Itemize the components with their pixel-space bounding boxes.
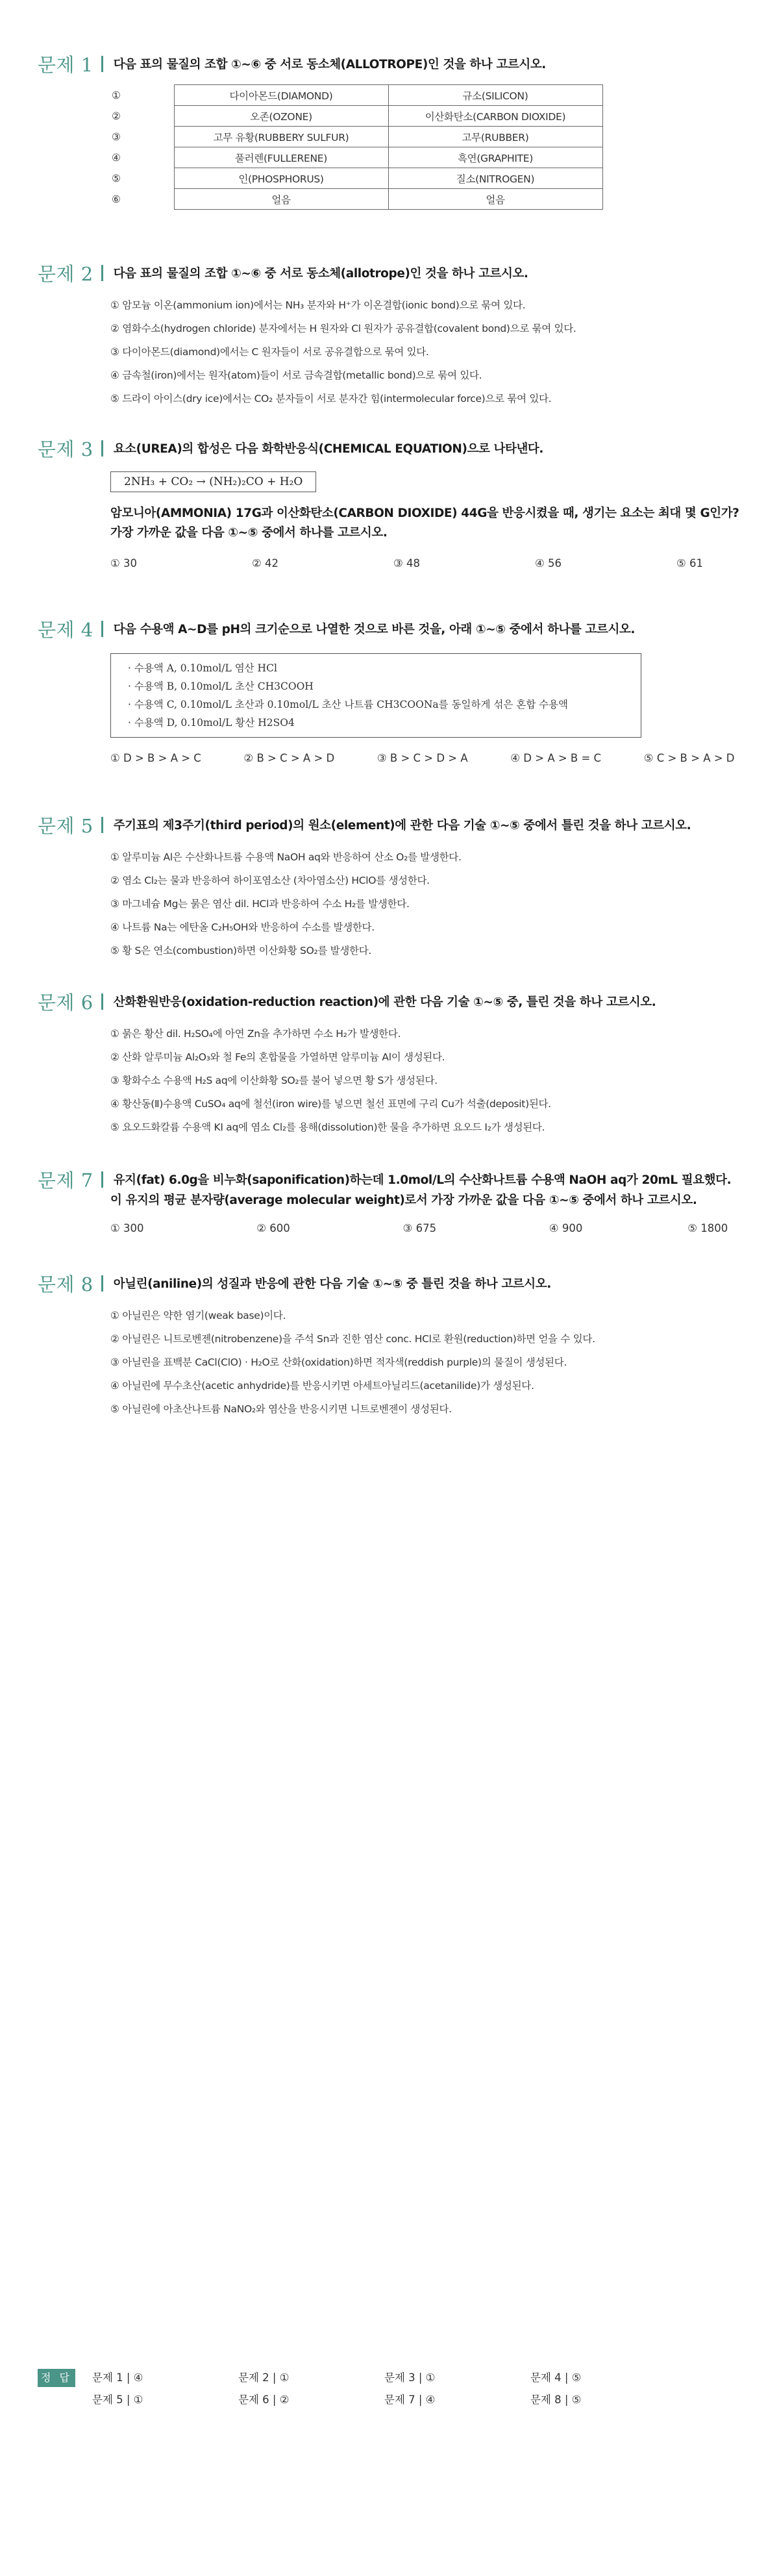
problem-header — [38, 260, 752, 286]
problem-4 — [38, 616, 752, 764]
statement-4[interactable]: ④ 금속철(iron)에서는 원자(atom)들이 서로 금속결합(metallic bond)으로 묶여 있다. — [110, 369, 482, 381]
statement-5[interactable]: ⑤ 요오드화칼륨 수용액 KI aq에 염소 Cl₂를 용해(dissolution)한 물을 추가하면 요오드 I₂가 생성된다. — [110, 1121, 545, 1133]
statement-3[interactable]: ③ 황화수소 수용액 H₂S aq에 이산화황 SO₂를 불어 넣으면 황 S가 생성된다. — [110, 1075, 438, 1086]
problem-number: 문제 8 — [38, 1273, 93, 1295]
problem-title: 아닐린(aniline)의 성질과 반응에 관한 다음 기술 ①~⑤ 중 틀린 것을 하나 고르시오. — [113, 1277, 551, 1291]
choice-index: ② — [112, 110, 121, 122]
divider-bar — [101, 1171, 103, 1188]
divider-bar — [101, 56, 103, 72]
answer-6: 문제 6 | ② — [238, 2394, 290, 2406]
question-line-1: 암모니아(AMMONIA) 17G과 이산화탄소(CARBON DIOXIDE) 44G을 반응시켰을 때, 생기는 요소는 최대 몇 G인가? — [110, 506, 739, 520]
problem-number: 문제 2 — [38, 262, 93, 285]
substance-b: 흑연(GRAPHITE) — [388, 147, 602, 168]
statement-5[interactable]: ⑤ 황 S은 연소(combustion)하면 이산화황 SO₂를 발생한다. — [110, 945, 371, 957]
substance-b: 질소(NITROGEN) — [388, 168, 602, 189]
problem-header — [38, 51, 752, 77]
table-row[interactable] — [110, 168, 602, 189]
substance-b: 규소(SILICON) — [388, 85, 602, 106]
substance-a: 다이아몬드(DIAMOND) — [174, 85, 388, 106]
table-row[interactable] — [110, 85, 602, 106]
answer-options — [110, 557, 752, 569]
solution-a: · 수용액 A, 0.10mol/L 염산 HCl — [128, 662, 277, 674]
problem-1 — [38, 51, 752, 210]
solution-c: · 수용액 C, 0.10mol/L 초산과 0.10mol/L 초산 나트륨 CH3COONa를 동일하게 섞은 혼합 수용액 — [128, 699, 569, 710]
problem-header — [38, 1270, 752, 1296]
divider-bar — [101, 817, 103, 833]
problem-5 — [38, 812, 752, 962]
option-4[interactable]: ④ D > A > B = C — [510, 752, 602, 764]
problem-number: 문제 3 — [38, 438, 93, 460]
option-3[interactable]: ③ 675 — [402, 1222, 437, 1234]
problem-title: 다음 표의 물질의 조합 ①~⑥ 중 서로 동소체(allotrope)인 것을 하나 고르시오. — [113, 267, 528, 281]
statement-2[interactable]: ② 아닐린은 니트로벤젠(nitrobenzene)을 주석 Sn과 진한 염산 conc. HCl로 환원(reduction)하면 얻을 수 있다. — [110, 1333, 595, 1345]
statement-5[interactable]: ⑤ 드라이 아이스(dry ice)에서는 CO₂ 분자들이 서로 분자간 힘(intermolecular force)으로 묶여 있다. — [110, 393, 552, 405]
option-5[interactable]: ⑤ 1800 — [687, 1222, 728, 1234]
answer-options — [110, 752, 752, 764]
statement-2[interactable]: ② 염소 Cl₂는 물과 반응하여 하이포염소산 (차아염소산) HClO를 생성한다. — [110, 875, 430, 886]
problem-8 — [38, 1270, 752, 1421]
option-5[interactable]: ⑤ C > B > A > D — [643, 752, 735, 764]
statement-4[interactable]: ④ 나트륨 Na는 에탄올 C₂H₅OH와 반응하여 수소를 발생한다. — [110, 921, 375, 933]
option-4[interactable]: ④ 900 — [549, 1222, 583, 1234]
answer-row — [92, 2391, 676, 2413]
divider-bar — [101, 994, 103, 1010]
choice-index: ⑤ — [112, 172, 121, 184]
answer-options — [110, 1222, 752, 1234]
statement-3[interactable]: ③ 다이아몬드(diamond)에서는 C 원자들이 서로 공유결합으로 묶여 있다. — [110, 346, 429, 358]
answer-3: 문제 3 | ① — [384, 2371, 436, 2384]
statement-3[interactable]: ③ 아닐린을 표백분 CaCl(ClO) · H₂O로 산화(oxidation)하면 적자색(reddish purple)의 물질이 생성된다. — [110, 1357, 567, 1368]
problem-header — [38, 616, 752, 642]
problem-header — [38, 1166, 752, 1192]
substance-table — [110, 84, 603, 210]
answer-5: 문제 5 | ① — [92, 2394, 143, 2406]
problem-header — [38, 812, 752, 838]
problem-7 — [38, 1166, 752, 1234]
problem-number: 문제 5 — [38, 814, 93, 837]
choice-index: ③ — [112, 131, 121, 143]
answer-2: 문제 2 | ① — [238, 2371, 290, 2384]
option-1[interactable]: ① 300 — [110, 1222, 144, 1234]
problem-title: 다음 표의 물질의 조합 ①~⑥ 중 서로 동소체(ALLOTROPE)인 것을 하나 고르시오. — [113, 58, 546, 71]
answer-grid — [92, 2369, 676, 2413]
option-3[interactable]: ③ B > C > D > A — [377, 752, 468, 764]
answer-7: 문제 7 | ④ — [384, 2394, 436, 2406]
option-2[interactable]: ② B > C > A > D — [243, 752, 335, 764]
answer-1: 문제 1 | ④ — [92, 2371, 143, 2384]
problem-3 — [38, 435, 752, 569]
option-3[interactable]: ③ 48 — [393, 557, 421, 569]
statement-2[interactable]: ② 염화수소(hydrogen chloride) 분자에서는 H 원자와 Cl 원자가 공유결합(covalent bond)으로 묶여 있다. — [110, 323, 576, 334]
substance-a: 고무 유황(RUBBERY SULFUR) — [174, 127, 388, 147]
table-row[interactable] — [110, 189, 602, 210]
problem-title: 유지(fat) 6.0g을 비누화(saponification)하는데 1.0mol/L의 수산화나트륨 수용액 NaOH aq가 20mL 필요했다. — [113, 1173, 732, 1187]
statement-1[interactable]: ① 암모늄 이온(ammonium ion)에서는 NH₃ 분자와 H⁺가 이온결합(ionic bond)으로 묶여 있다. — [110, 299, 526, 311]
problem-2 — [38, 260, 752, 410]
choice-index: ④ — [112, 151, 121, 164]
statement-4[interactable]: ④ 황산동(Ⅱ)수용액 CuSO₄ aq에 철선(iron wire)를 넣으면 철선 표면에 구리 Cu가 석출(deposit)된다. — [110, 1098, 551, 1110]
problem-number: 문제 7 — [38, 1169, 93, 1192]
table-row[interactable] — [110, 127, 602, 147]
divider-bar — [101, 621, 103, 637]
divider-bar — [101, 265, 103, 281]
substance-a: 풀러렌(FULLERENE) — [174, 147, 388, 168]
solution-d: · 수용액 D, 0.10mol/L 황산 H2SO4 — [128, 717, 295, 729]
statement-2[interactable]: ② 산화 알루미늄 Al₂O₃와 철 Fe의 혼합물을 가열하면 알루미늄 Al이 생성된다. — [110, 1051, 445, 1063]
choice-index: ① — [112, 89, 121, 101]
substance-b: 얼음 — [388, 189, 602, 210]
option-2[interactable]: ② 600 — [256, 1222, 290, 1234]
substance-b: 고무(RUBBER) — [388, 127, 602, 147]
divider-bar — [101, 440, 103, 456]
problem-number: 문제 4 — [38, 618, 93, 641]
substance-a: 인(PHOSPHORUS) — [174, 168, 388, 189]
answer-8: 문제 8 | ⑤ — [530, 2394, 582, 2406]
problem-number: 문제 1 — [38, 53, 93, 76]
problem-header — [38, 435, 752, 461]
solution-box — [110, 653, 641, 738]
problem-title-line-2: 이 유지의 평균 분자량(average molecular weight)로서 가장 가까운 값을 다음 ①~⑤ 중에서 하나 고르시오. — [110, 1194, 697, 1207]
problem-6 — [38, 988, 752, 1139]
problem-title: 산화환원반응(oxidation-reduction reaction)에 관한 다음 기술 ①~⑤ 중, 틀린 것을 하나 고르시오. — [113, 995, 656, 1009]
problem-number: 문제 6 — [38, 991, 93, 1014]
option-5[interactable]: ⑤ 61 — [676, 557, 704, 569]
statement-3[interactable]: ③ 마그네슘 Mg는 묽은 염산 dil. HCl과 반응하여 수소 H₂를 발생한다. — [110, 898, 410, 910]
statement-4[interactable]: ④ 아닐린에 무수초산(acetic anhydride)를 반응시키면 아세트아닐리드(acetanilide)가 생성된다. — [110, 1380, 534, 1392]
option-2[interactable]: ② 42 — [252, 557, 279, 569]
statement-1[interactable]: ① 묽은 황산 dil. H₂SO₄에 아연 Zn을 추가하면 수소 H₂가 발생한다. — [110, 1028, 401, 1040]
statement-1[interactable]: ① 알루미늄 Al은 수산화나트륨 수용액 NaOH aq와 반응하여 산소 O₂를 발생한다. — [110, 851, 462, 863]
answer-4: 문제 4 | ⑤ — [530, 2371, 582, 2384]
solution-b: · 수용액 B, 0.10mol/L 초산 CH3COOH — [128, 681, 314, 692]
table-row[interactable] — [110, 106, 602, 127]
chemical-equation: 2NH₃ + CO₂ → (NH₂)₂CO + H₂O — [110, 471, 316, 492]
divider-bar — [101, 1275, 103, 1292]
substance-b: 이산화탄소(CARBON DIOXIDE) — [388, 106, 602, 127]
statement-1[interactable]: ① 아닐린은 약한 염기(weak base)이다. — [110, 1310, 286, 1321]
choice-index: ⑥ — [112, 193, 121, 205]
option-1[interactable]: ① 30 — [110, 557, 138, 569]
problem-header — [38, 988, 752, 1014]
question-line-2: 가장 가까운 값을 다음 ①~⑤ 중에서 하나를 고르시오. — [110, 526, 388, 540]
substance-a: 오존(OZONE) — [174, 106, 388, 127]
statement-5[interactable]: ⑤ 아닐린에 아초산나트륨 NaNO₂와 염산을 반응시키면 니트로벤젠이 생성된다. — [110, 1403, 452, 1415]
problem-title: 요소(UREA)의 합성은 다음 화학반응식(CHEMICAL EQUATION)으로 나타낸다. — [113, 442, 544, 456]
option-1[interactable]: ① D > B > A > C — [110, 752, 201, 764]
substance-a: 얼음 — [174, 189, 388, 210]
table-row[interactable] — [110, 147, 602, 168]
answer-tag: 정 답 — [38, 2369, 75, 2387]
option-4[interactable]: ④ 56 — [535, 557, 562, 569]
problem-title: 다음 수용액 A~D를 pH의 크기순으로 나열한 것으로 바른 것을, 아래 ①~⑤ 중에서 하나를 고르시오. — [113, 623, 636, 636]
problem-title: 주기표의 제3주기(third period)의 원소(element)에 관한 다음 기술 ①~⑤ 중에서 틀린 것을 하나 고르시오. — [113, 819, 691, 832]
answer-row — [92, 2369, 676, 2391]
